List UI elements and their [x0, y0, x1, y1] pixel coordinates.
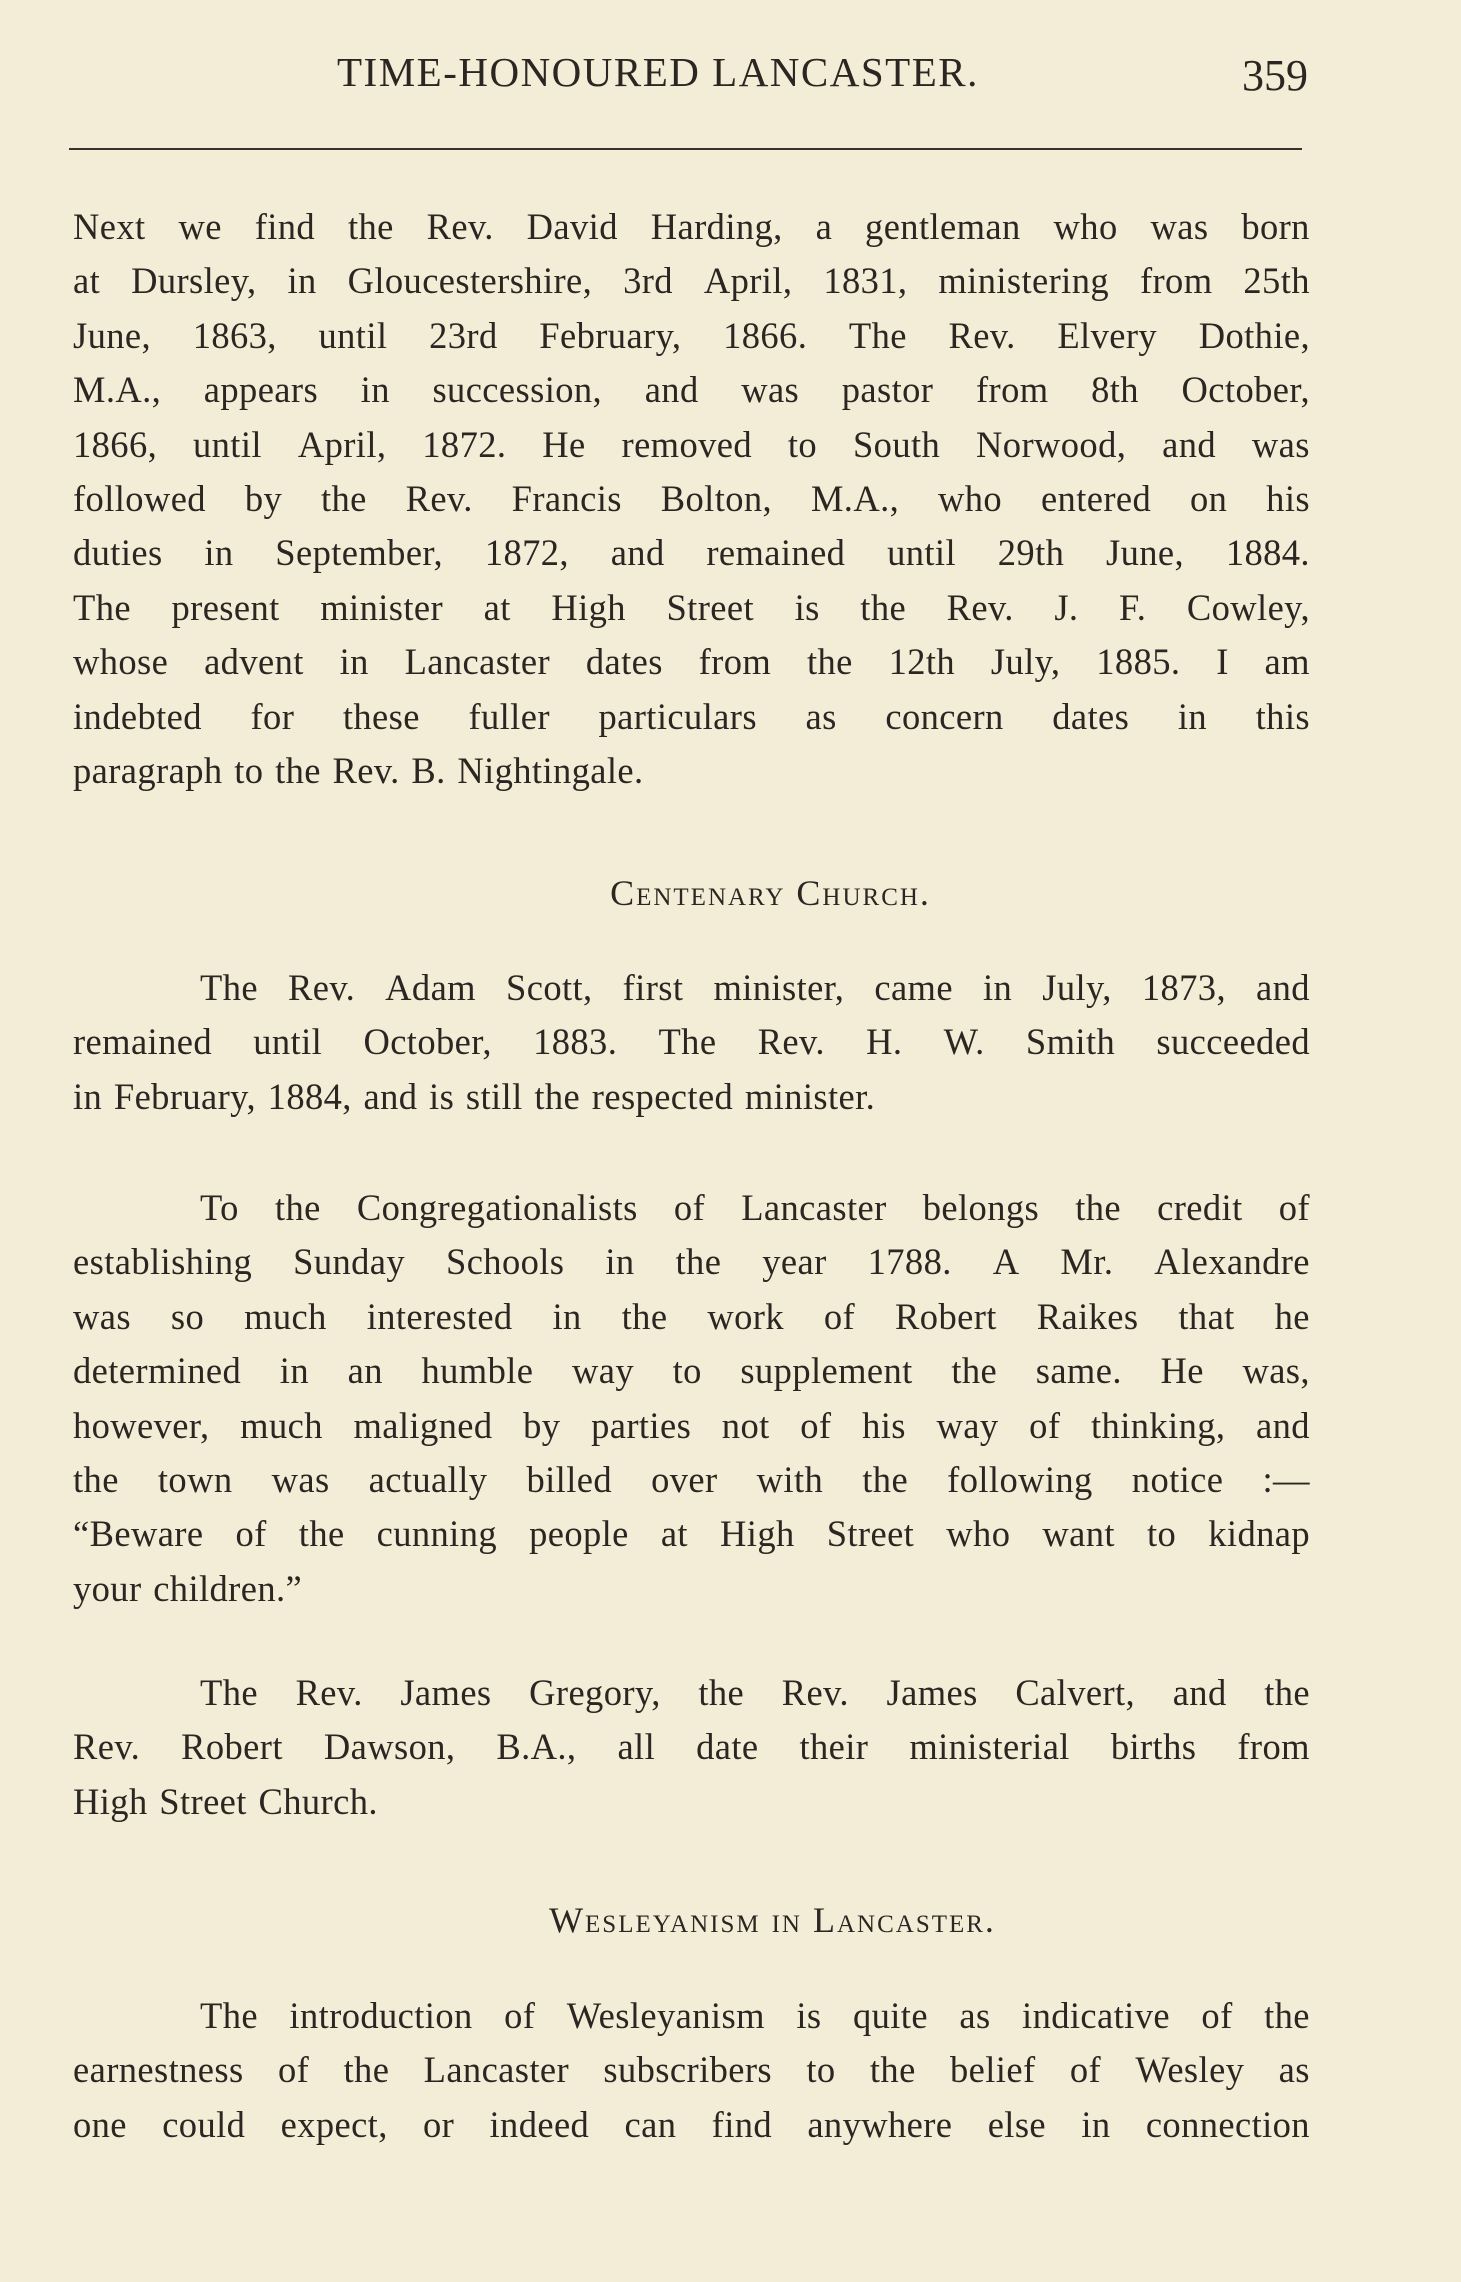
- text-line: Next we find the Rev. David Harding, a gentleman who was born: [73, 206, 1310, 247]
- text-line: followed by the Rev. Francis Bolton, M.A., who entered on his: [73, 477, 1310, 519]
- text-line: at Dursley, in Gloucestershire, 3rd April, 1831, ministering from 25th: [73, 260, 1310, 302]
- text-line: determined in an humble way to supplement the same. He was,: [73, 1350, 1310, 1392]
- text-line: earnestness of the Lancaster subscribers to the belief of Wesley as: [73, 2049, 1310, 2091]
- paragraph-wesleyanism: [73, 1989, 1310, 2152]
- text-line: was so much interested in the work of Robert Raikes that he: [73, 1295, 1310, 1337]
- section-heading-wesleyanism: Wesleyanism in Lancaster.: [549, 1900, 996, 1940]
- header-rule: [69, 148, 1302, 150]
- text-line: whose advent in Lancaster dates from the 12th July, 1885. I am: [73, 641, 1310, 683]
- text-line: indebted for these fuller particulars as concern dates in this: [73, 695, 1310, 737]
- text-line: establishing Sunday Schools in the year 1788. A Mr. Alexandre: [73, 1241, 1310, 1283]
- section-heading-centenary-church: Centenary Church.: [610, 873, 931, 913]
- text-line: The Rev. James Gregory, the Rev. James Calvert, and the: [200, 1672, 1310, 1713]
- page-number: 359: [1242, 51, 1308, 100]
- paragraph-ministerial-births: [73, 1666, 1310, 1829]
- text-line: in February, 1884, and is still the respected minister.: [73, 1075, 876, 1117]
- text-line: duties in September, 1872, and remained until 29th June, 1884.: [73, 532, 1310, 574]
- text-line: the town was actually billed over with the following notice :—: [73, 1458, 1310, 1500]
- text-line: one could expect, or indeed can find anywhere else in connection: [73, 2103, 1310, 2145]
- paragraph-sunday-schools: [73, 1181, 1310, 1616]
- text-line: remained until October, 1883. The Rev. H. W. Smith succeeded: [73, 1021, 1310, 1063]
- text-line: 1866, until April, 1872. He removed to South Norwood, and was: [73, 423, 1310, 465]
- text-line: paragraph to the Rev. B. Nightingale.: [73, 749, 644, 791]
- text-line: June, 1863, until 23rd February, 1866. The Rev. Elvery Dothie,: [73, 314, 1310, 356]
- text-line: The present minister at High Street is the Rev. J. F. Cowley,: [73, 586, 1310, 628]
- text-line: your children.”: [73, 1567, 303, 1609]
- text-line: High Street Church.: [73, 1780, 378, 1822]
- text-line: M.A., appears in succession, and was pastor from 8th October,: [73, 369, 1310, 411]
- text-line: “Beware of the cunning people at High Street who want to kidnap: [73, 1513, 1310, 1555]
- text-line: Rev. Robert Dawson, B.A., all date their ministerial births from: [73, 1726, 1310, 1768]
- paragraph-harding: [73, 200, 1310, 798]
- text-line: however, much maligned by parties not of his way of thinking, and: [73, 1404, 1310, 1446]
- running-head-title: TIME-HONOURED LANCASTER.: [337, 49, 979, 95]
- text-line: The Rev. Adam Scott, first minister, came in July, 1873, and: [200, 967, 1310, 1008]
- text-line: To the Congregationalists of Lancaster belongs the credit of: [200, 1187, 1310, 1228]
- paragraph-centenary: [73, 961, 1310, 1124]
- text-line: The introduction of Wesleyanism is quite as indicative of the: [200, 1995, 1310, 2036]
